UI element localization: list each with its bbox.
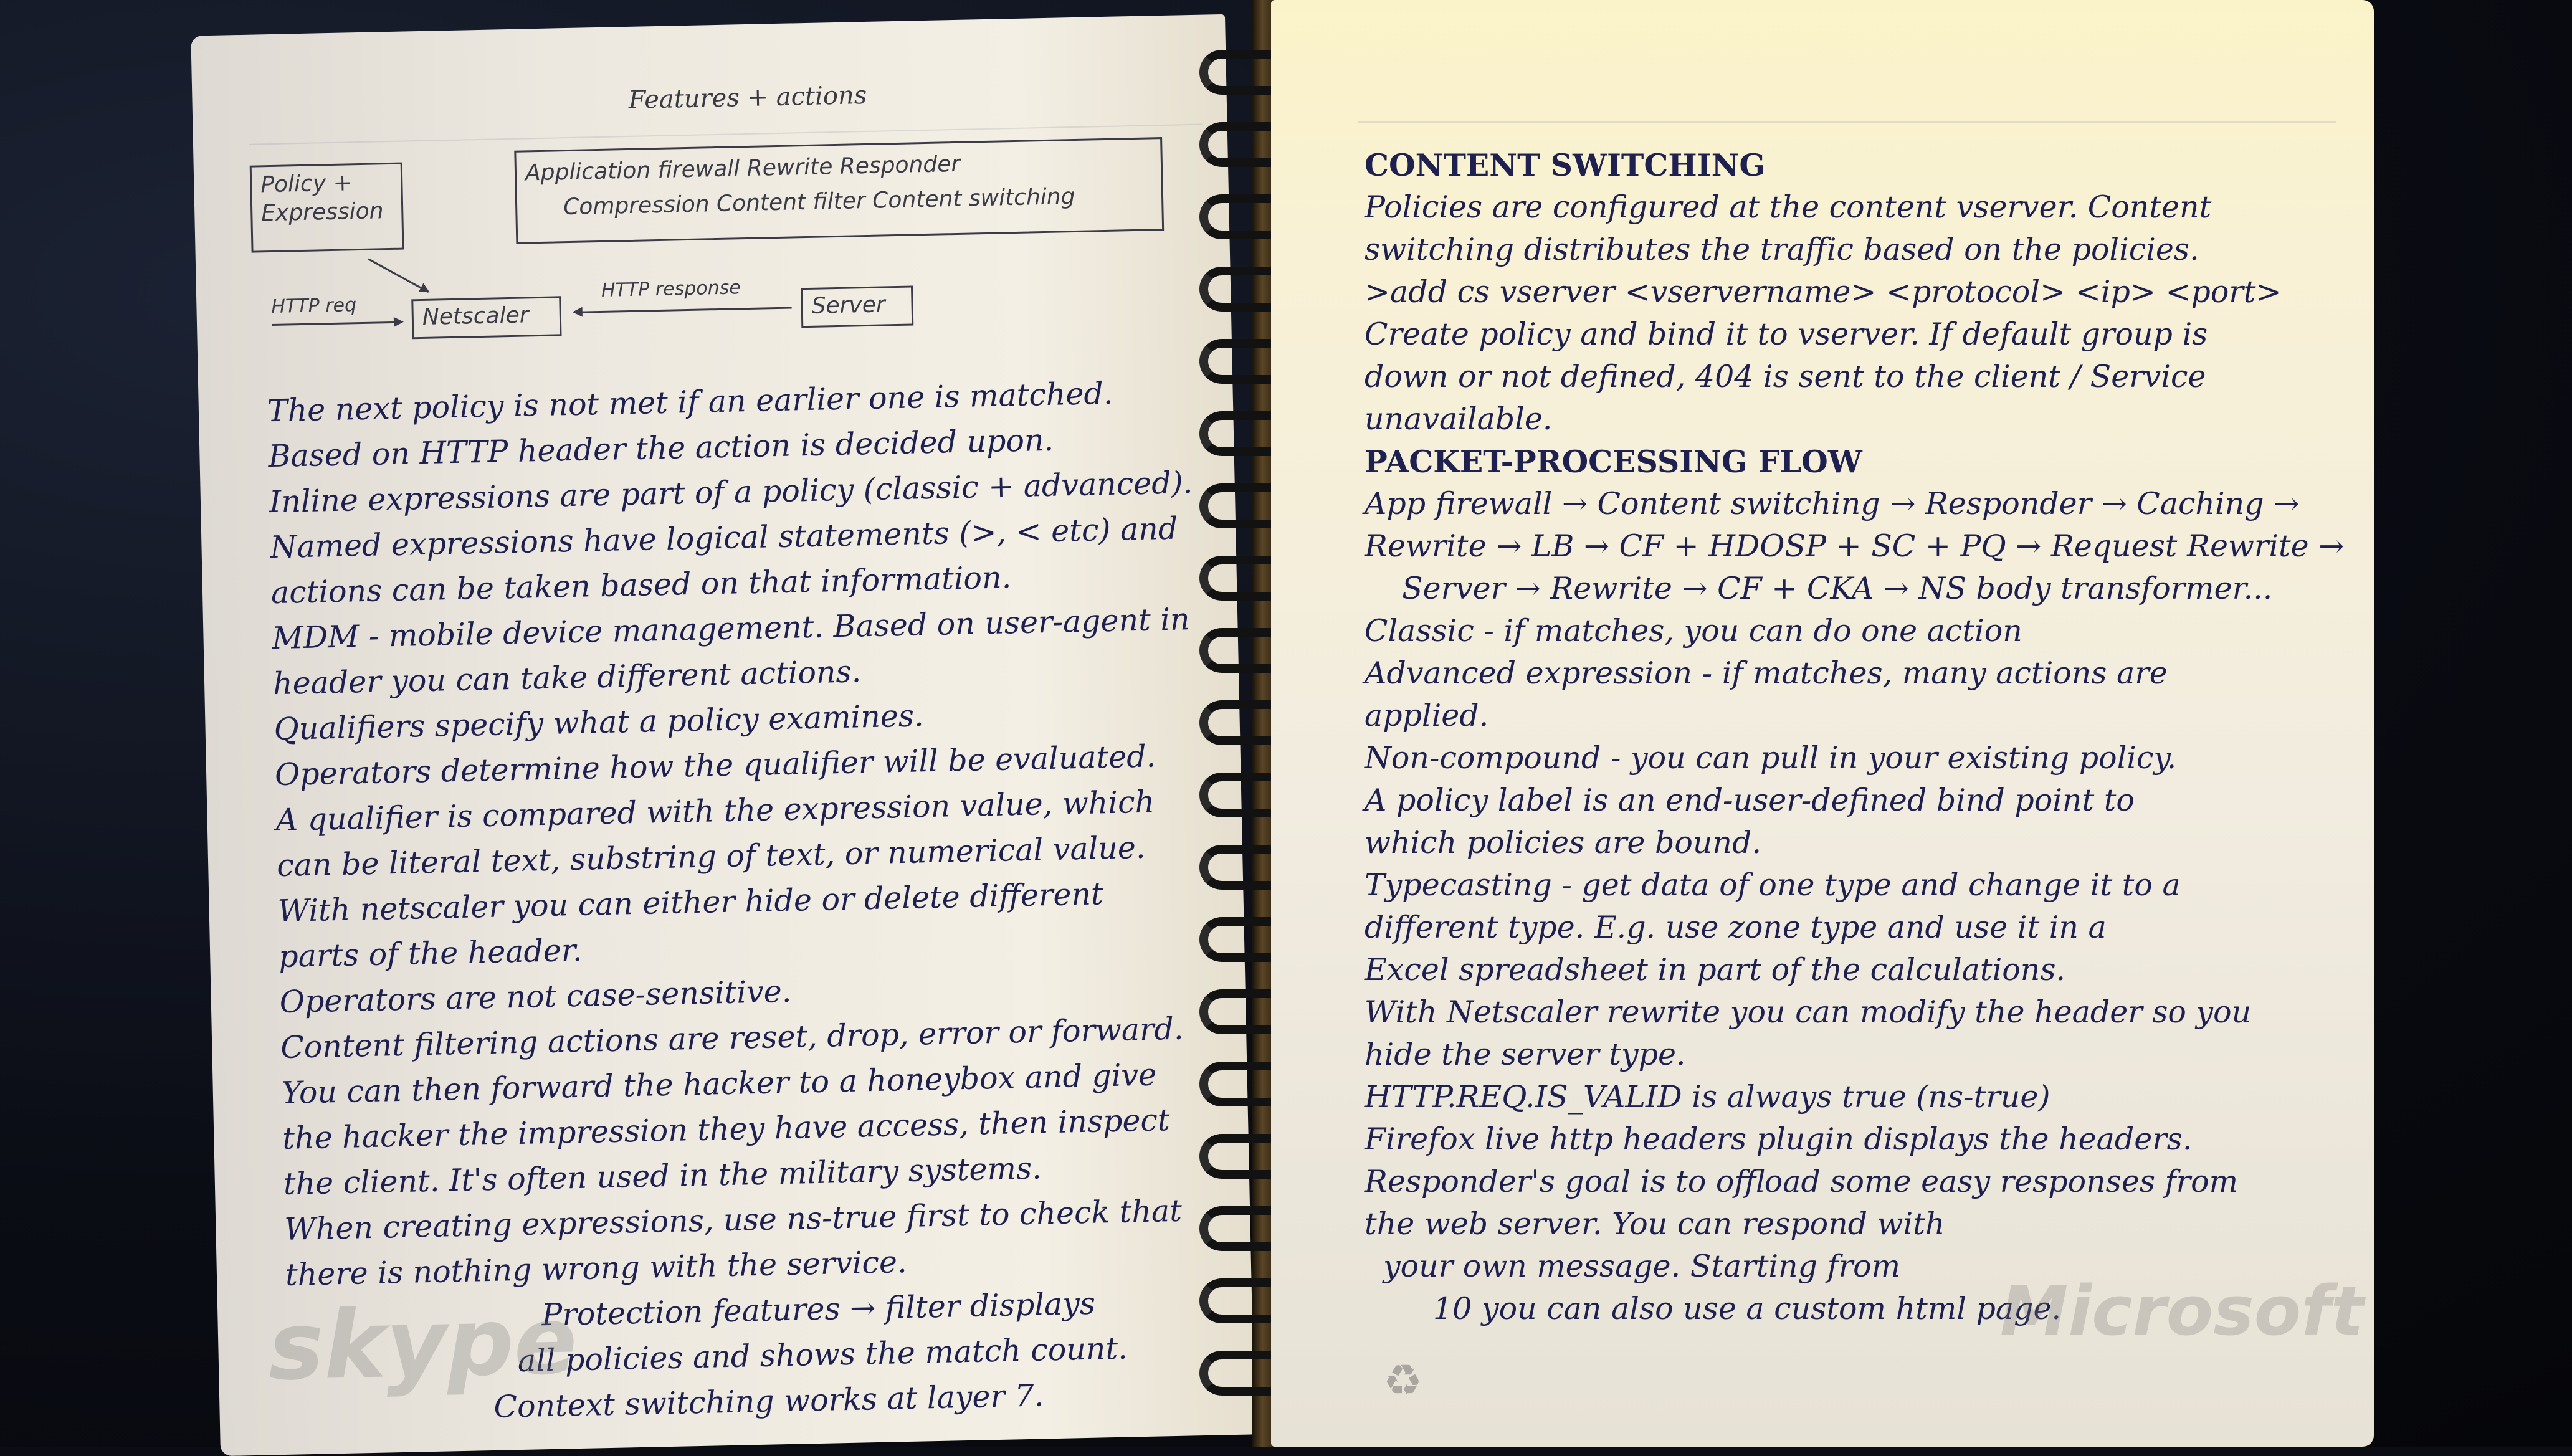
skype-watermark: skype: [267, 1287, 579, 1402]
right-line-13: Advanced expression - if matches, many actions are: [1365, 655, 2168, 691]
policy-to-netscaler-arrow: [368, 258, 429, 293]
features-row-2: Compression Content filter Content switching: [563, 183, 1075, 221]
right-notebook-page: [1271, 0, 2374, 1447]
left-line-17: the hacker the impression they have access, then inspect: [282, 1102, 1171, 1156]
right-line-16: A policy label is an end-user-defined bind point to: [1365, 783, 2135, 818]
right-line-9: App firewall → Content switching → Responder → Caching →: [1365, 486, 2300, 521]
left-line-1: The next policy is not met if an earlier one is matched.: [267, 375, 1113, 429]
http-response-arrow: [574, 307, 792, 313]
left-line-13: parts of the header.: [278, 932, 583, 974]
netscaler-box: [411, 296, 561, 339]
left-line-2: Based on HTTP header the action is decided upon.: [267, 422, 1054, 475]
right-line-21: With Netscaler rewrite you can modify the header so you: [1365, 994, 2252, 1030]
right-line-18: Typecasting - get data of one type and change it to a: [1365, 867, 2181, 903]
left-line-19: When creating expressions, use ns-true first to check that: [283, 1192, 1183, 1247]
right-line-27: your own message. Starting from: [1383, 1249, 1901, 1284]
server-box: [801, 285, 913, 328]
right-line-2: Policies are configured at the content vserver. Content: [1365, 189, 2212, 225]
right-line-14: applied.: [1365, 698, 1489, 733]
right-line-22: hide the server type.: [1365, 1037, 1686, 1072]
left-line-8: Qualifiers specify what a policy examines.: [274, 698, 925, 748]
right-line-1: CONTENT SWITCHING: [1365, 147, 1766, 183]
left-line-20: there is nothing wrong with the service.: [285, 1244, 908, 1293]
right-line-23: HTTP.REQ.IS_VALID is always true (ns-true): [1365, 1079, 2050, 1115]
right-line-24: Firefox live http headers plugin displays the headers.: [1365, 1121, 2193, 1157]
right-line-25: Responder's goal is to offload some easy responses from: [1365, 1164, 2239, 1199]
right-line-28: 10 you can also use a custom html page.: [1433, 1291, 2062, 1326]
http-req-label: HTTP req: [271, 294, 357, 318]
features-box: [514, 137, 1164, 244]
http-req-arrow: [272, 321, 402, 326]
left-line-16: You can then forward the hacker to a honeybox and give: [281, 1057, 1157, 1111]
right-line-17: which policies are bound.: [1365, 825, 1761, 860]
right-line-15: Non-compound - you can pull in your existing policy.: [1365, 740, 2177, 776]
right-line-12: Classic - if matches, you can do one action: [1365, 613, 2022, 649]
policy-expression-label: Policy + Expression: [260, 170, 384, 227]
http-response-label: HTTP response: [601, 277, 741, 302]
right-line-8: PACKET-PROCESSING FLOW: [1365, 444, 1862, 480]
left-line-14: Operators are not case-sensitive.: [279, 973, 792, 1020]
left-line-6: MDM - mobile device management. Based on user-agent in: [271, 601, 1191, 657]
left-line-3: Inline expressions are part of a policy (classic + advanced).: [269, 465, 1193, 520]
left-line-7: header you can take different actions.: [272, 654, 862, 702]
netscaler-label: Netscaler: [422, 302, 530, 330]
left-line-12: With netscaler you can either hide or delete different: [277, 876, 1104, 930]
left-line-23: Context switching works at layer 7.: [493, 1377, 1044, 1425]
recycle-icon: ♻: [1383, 1355, 1422, 1406]
right-line-6: down or not defined, 404 is sent to the client / Service: [1365, 359, 2206, 394]
right-line-11: Server → Rewrite → CF + CKA → NS body transformer...: [1402, 571, 2273, 606]
left-line-15: Content filtering actions are reset, drop, error or forward.: [280, 1011, 1184, 1065]
left-line-5: actions can be taken based on that information.: [270, 559, 1012, 611]
server-label: Server: [811, 292, 886, 319]
right-line-5: Create policy and bind it to vserver. If default group is: [1365, 316, 2208, 352]
right-line-4: >add cs vserver <vservername> <protocol> <ip> <port>: [1365, 274, 2282, 310]
left-page-heading: Features + actions: [628, 80, 867, 115]
left-line-10: A qualifier is compared with the expression value, which: [275, 784, 1155, 839]
left-line-11: can be literal text, substring of text, or numerical value.: [276, 829, 1146, 884]
right-line-26: the web server. You can respond with: [1365, 1206, 1945, 1242]
right-line-7: unavailable.: [1365, 401, 1553, 437]
right-line-19: different type. E.g. use zone type and use it in a: [1365, 910, 2107, 945]
right-line-20: Excel spreadsheet in part of the calculations.: [1365, 952, 2066, 987]
left-line-21: Protection features → filter displays: [541, 1285, 1096, 1333]
left-line-4: Named expressions have logical statements (>, < etc) and: [269, 510, 1178, 566]
features-row-1: Application firewall Rewrite Responder: [525, 151, 961, 186]
left-line-18: the client. It's often used in the military systems.: [283, 1150, 1042, 1202]
right-line-3: switching distributes the traffic based on the policies.: [1365, 232, 2199, 267]
policy-expression-box: [250, 163, 404, 253]
left-line-22: all policies and shows the match count.: [517, 1330, 1128, 1379]
left-line-9: Operators determine how the qualifier will be evaluated.: [274, 738, 1156, 793]
microsoft-watermark: Microsoft: [2000, 1271, 2364, 1351]
left-notebook-page: [191, 14, 1254, 1456]
right-line-10: Rewrite → LB → CF + HDOSP + SC + PQ → Request Rewrite →: [1365, 528, 2345, 564]
